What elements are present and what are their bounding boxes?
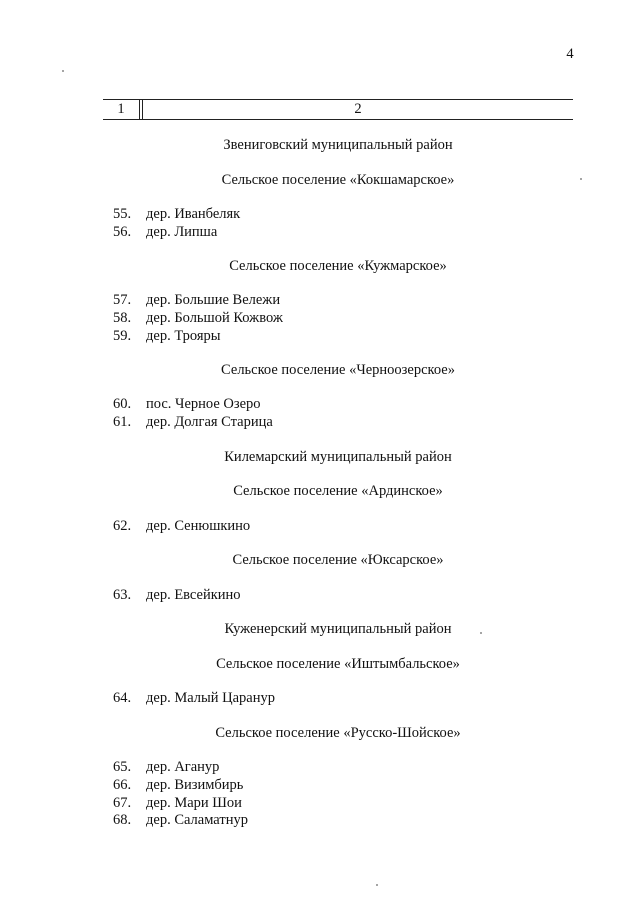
list-item — [113, 413, 273, 431]
list-item-number: 60. — [113, 396, 132, 412]
list-item — [113, 689, 275, 707]
settlement-heading: Сельское поселение «Черноозерское» — [221, 362, 455, 378]
list-item-number: 57. — [113, 292, 132, 308]
table-header-row — [103, 99, 573, 120]
district-heading: Килемарский муниципальный район — [224, 449, 452, 465]
scan-speck — [62, 70, 64, 72]
scan-speck — [580, 178, 582, 180]
settlement-heading: Сельское поселение «Кокшамарское» — [221, 172, 455, 188]
list-item-number: 56. — [113, 224, 132, 240]
list-item — [113, 327, 221, 345]
list-item-text: дер. Иванбеляк — [146, 206, 241, 222]
list-item-number: 61. — [113, 414, 132, 430]
list-item-text: дер. Долгая Старица — [146, 414, 273, 430]
list-item-number: 55. — [113, 206, 132, 222]
list-item-text: дер. Малый Царанур — [146, 690, 275, 706]
list-item — [113, 205, 240, 223]
list-item — [113, 586, 241, 604]
list-item-number: 68. — [113, 812, 132, 828]
scan-speck — [376, 884, 378, 886]
district-heading: Звениговский муниципальный район — [223, 137, 453, 153]
list-item-number: 66. — [113, 777, 132, 793]
list-item-text: дер. Большой Кожвож — [146, 310, 283, 326]
list-item — [113, 223, 217, 241]
list-item — [113, 776, 243, 794]
list-item — [113, 291, 280, 309]
list-item-number: 64. — [113, 690, 132, 706]
list-item — [113, 758, 219, 776]
list-item-text: дер. Большие Вележи — [146, 292, 281, 308]
list-item-text: дер. Визимбирь — [146, 777, 244, 793]
settlement-heading: Сельское поселение «Юксарское» — [232, 552, 444, 568]
district-heading: Куженерский муниципальный район — [224, 621, 452, 637]
list-item-text: дер. Трояры — [146, 328, 221, 344]
list-item-text: дер. Саламатнур — [146, 812, 248, 828]
list-item-text: пос. Черное Озеро — [146, 396, 261, 412]
table-header-col-2: 2 — [354, 101, 362, 117]
list-item-number: 59. — [113, 328, 132, 344]
list-item — [113, 395, 261, 413]
list-item-number: 65. — [113, 759, 132, 775]
settlement-heading: Сельское поселение «Ардинское» — [233, 483, 443, 499]
page-number: 4 — [566, 46, 574, 62]
list-item-text: дер. Мари Шои — [146, 795, 242, 811]
scan-speck — [480, 632, 482, 634]
settlement-heading: Сельское поселение «Русско-Шойское» — [215, 725, 461, 741]
list-item-number: 62. — [113, 518, 132, 534]
table-header-col-1: 1 — [103, 100, 140, 119]
list-item — [113, 309, 283, 327]
settlement-heading: Сельское поселение «Кужмарское» — [229, 258, 447, 274]
list-item — [113, 794, 242, 812]
settlement-heading: Сельское поселение «Иштымбальское» — [216, 656, 460, 672]
list-item-number: 58. — [113, 310, 132, 326]
list-item-text: дер. Сенюшкино — [146, 518, 251, 534]
list-item-text: дер. Липша — [146, 224, 218, 240]
list-item-number: 67. — [113, 795, 132, 811]
list-item — [113, 811, 248, 829]
list-item-number: 63. — [113, 587, 132, 603]
list-item — [113, 517, 250, 535]
list-item-text: дер. Аганур — [146, 759, 220, 775]
list-item-text: дер. Евсейкино — [146, 587, 241, 603]
